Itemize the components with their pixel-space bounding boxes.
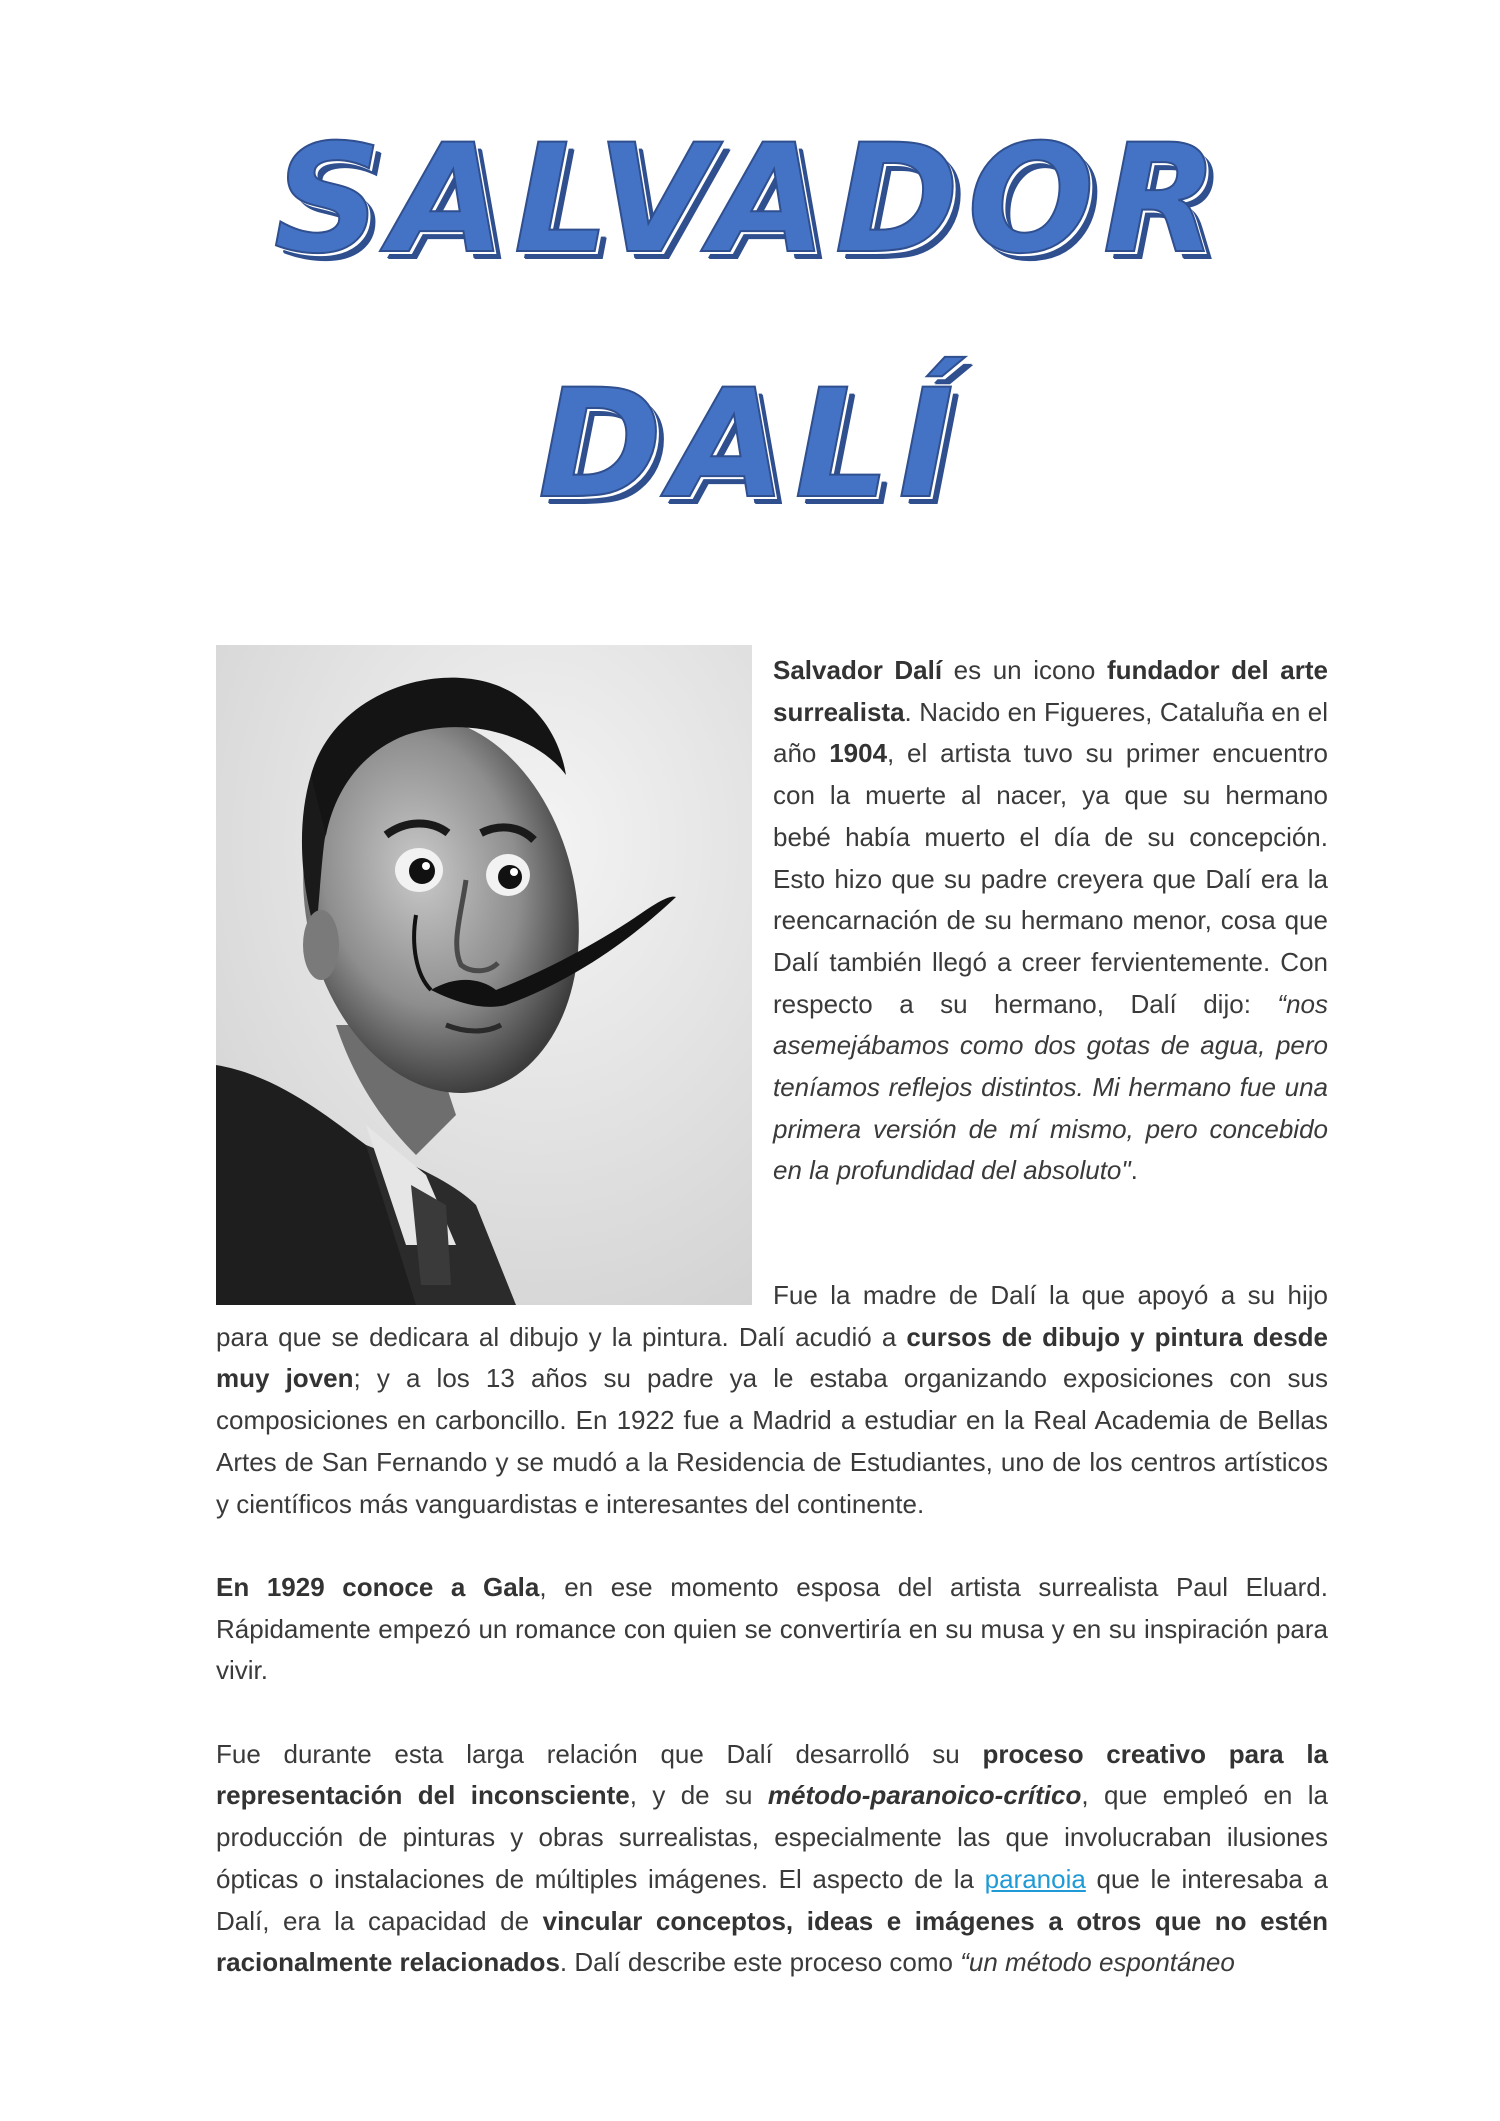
paranoia-link[interactable]: paranoia (984, 1863, 1086, 1894)
paragraph-method: Fue durante esta larga relación que Dalí desarrolló su proceso creativo para la representación del inconsciente, y de su método-paranoico-crítico, que empleó en la producción de pinturas y obras surrealistas, especialmente las que involucraban ilusiones ópticas o instalaciones de múltiples imágenes. El aspecto de la paranoia que le interesaba a Dalí, era la capacidad de vincular conceptos, ideas e imágenes a otros que no estén racionalmente relacionados. Dalí describe este proceso como “un método espontáneo (216, 1738, 1329, 1978)
portrait-photo-icon (216, 645, 752, 1305)
title-line-2: DALÍ (538, 358, 962, 532)
page-title (0, 113, 1500, 287)
quote: “nos asemejábamos como dos gotas de agua, pero teníamos reflejos distintos. Mi hermano fue una primera versión de mí mismo, pero concebido en la profundidad del absoluto" (773, 988, 1328, 1186)
intro-paragraph: Salvador Dalí es un icono fundador del arte surrealista. Nacido en Figueres, Cataluña en el año 1904, el artista tuvo su primer encuentro con la muerte al nacer, ya que su hermano bebé había muerto el día de su concepción. Esto hizo que su padre creyera que Dalí era la reencarnación de su hermano menor, cosa que Dalí también llegó a creer fervientemente. Con respecto a su hermano, Dalí dijo: “nos asemejábamos como dos gotas de agua, pero teníamos reflejos distintos. Mi hermano fue una primera versión de mí mismo, pero concebido en la profundidad del absoluto". (773, 655, 1328, 1186)
paragraph-education: Fue la madre de Dalí la que apoyó a su hijo para que se dedicara al dibujo y la pintura. Dalí acudió a cursos de dibujo y pintura desde muy joven; y a los 13 años su padre ya le estaba organizando exposiciones con sus composiciones en carboncillo. En 1922 fue a Madrid a estudiar en la Real Academia de Bellas Artes de San Fernando y se mudó a la Residencia de Estudiantes, uno de los centros artísticos y científicos más vanguardistas e interesantes del continente. (216, 1280, 1329, 1519)
title-line-1: SALVADOR (273, 113, 1227, 287)
page-title-second-line (0, 358, 1500, 532)
bold-name: Salvador Dalí (773, 655, 943, 685)
paragraph-gala: En 1929 conoce a Gala, en ese momento esposa del artista surrealista Paul Eluard. Rápidamente empezó un romance con quien se convertiría en su musa y en su inspiración para vivir. (216, 1571, 1328, 1686)
body-text (216, 1275, 1328, 1984)
